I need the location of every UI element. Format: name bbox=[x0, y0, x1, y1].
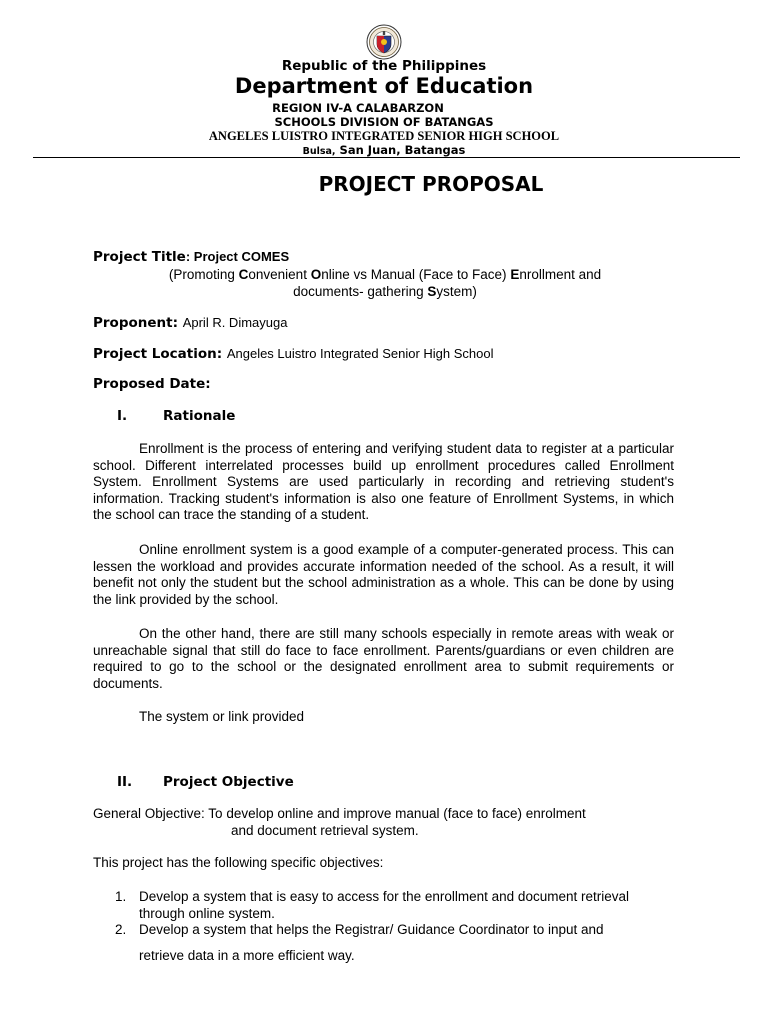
project-title-line bbox=[93, 249, 289, 266]
list-item-number: 1. bbox=[115, 889, 127, 904]
section-heading-rationale: Rationale bbox=[163, 408, 236, 424]
address-prefix: Bulsa, bbox=[302, 146, 336, 157]
proponent-value: April R. Dimayuga bbox=[182, 315, 288, 330]
school-heading: ANGELES LUISTRO INTEGRATED SENIOR HIGH SCHOOL bbox=[208, 129, 560, 143]
rationale-paragraph: Online enrollment system is a good example of a computer-generated process. This can lessen the workload and provides accurate information needed of the school. As a result, it will benefit not only the student but the school administration as a whole. This can be done by using the link provided by the school. bbox=[93, 542, 674, 607]
location-line bbox=[93, 346, 494, 363]
subtitle-initial-c: C bbox=[238, 267, 249, 282]
document-title: PROJECT PROPOSAL bbox=[318, 172, 544, 196]
proponent-line bbox=[93, 315, 287, 332]
subtitle-part: nrollment and bbox=[519, 267, 602, 282]
section-heading-objective: Project Objective bbox=[163, 774, 294, 790]
specific-objectives-intro: This project has the following specific objectives: bbox=[93, 855, 384, 870]
section-number: I. bbox=[117, 408, 128, 424]
list-item-text: Develop a system that is easy to access for the enrollment and document retrieval through online system. bbox=[139, 889, 629, 921]
project-title-separator: : bbox=[185, 249, 194, 264]
general-objective-line: and document retrieval system. bbox=[231, 823, 419, 838]
rationale-paragraph: The system or link provided bbox=[139, 709, 305, 724]
subtitle-initial-e: E bbox=[510, 267, 520, 282]
project-title-subtitle bbox=[93, 267, 677, 300]
location-value: Angeles Luistro Integrated Senior High School bbox=[226, 346, 494, 361]
list-item-text: Develop a system that helps the Registrar/ Guidance Coordinator to input and bbox=[139, 922, 604, 937]
section-number: II. bbox=[117, 774, 133, 790]
subtitle-part: (Promoting bbox=[168, 267, 239, 282]
letterhead-divider bbox=[33, 157, 740, 158]
school-address bbox=[0, 143, 768, 157]
rationale-paragraph: Enrollment is the process of entering and verifying student data to register at a particular school. Different interrelated processes build up enrollment procedures called Enrollment System. Enrollment Systems are used particularly in recording and retrieving student's information. Tracking student's information is also one feature of Enrollment Systems, in which the school can trace the standing of a student. bbox=[93, 441, 674, 523]
division-heading: SCHOOLS DIVISION OF BATANGAS bbox=[274, 115, 494, 129]
rationale-paragraph: On the other hand, there are still many schools especially in remote areas with weak or unreachable signal that still do face to face enrollment. Parents/guardians or even children are required to go to the school or the designated enrollment area to submit requirements or documents. bbox=[93, 626, 674, 691]
subtitle-part: nline vs Manual (Face to Face) bbox=[321, 267, 511, 282]
subtitle-initial-o: O bbox=[310, 267, 322, 282]
department-heading: Department of Education bbox=[234, 74, 534, 98]
deped-seal-icon bbox=[366, 24, 402, 60]
address-rest: San Juan, Batangas bbox=[335, 143, 466, 157]
subtitle-part: documents- gathering bbox=[293, 283, 428, 299]
proposed-date-line bbox=[93, 376, 211, 393]
proponent-label: Proponent: bbox=[93, 315, 183, 331]
general-objective-line: General Objective: To develop online and improve manual (face to face) enrolment bbox=[93, 806, 586, 821]
project-title-value: Project COMES bbox=[193, 249, 290, 264]
list-item-text: retrieve data in a more efficient way. bbox=[139, 948, 355, 963]
republic-heading: Republic of the Philippines bbox=[281, 58, 487, 74]
region-heading: REGION IV-A CALABARZON bbox=[272, 101, 444, 115]
proposed-date-label: Proposed Date: bbox=[93, 376, 211, 392]
subtitle-part: ystem) bbox=[436, 283, 477, 299]
subtitle-initial-s: S bbox=[427, 283, 437, 299]
subtitle-part: onvenient bbox=[248, 267, 311, 282]
location-label: Project Location: bbox=[93, 346, 227, 362]
list-item-number: 2. bbox=[115, 922, 127, 937]
project-title-label: Project Title bbox=[93, 249, 186, 265]
